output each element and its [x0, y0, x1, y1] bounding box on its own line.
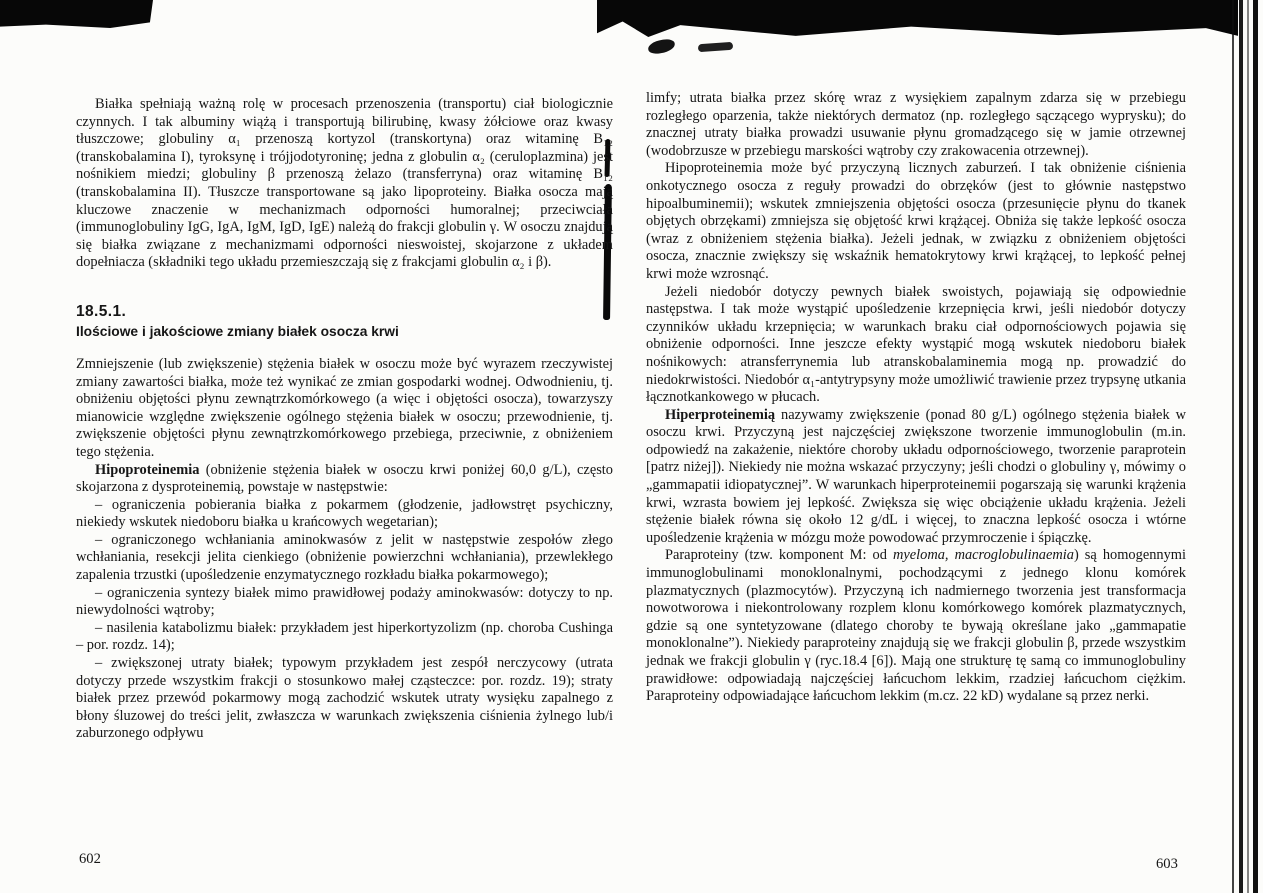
paragraph-paraproteins	[646, 547, 1186, 705]
section-title: Ilościowe i jakościowe zmiany białek osocza krwi	[76, 323, 399, 339]
list-item: – zwiększonej utraty białek; typowym przykładem jest zespół nerczycowy (utrata dotyczy przede wszystkim frakcji o stosunkowo małej cząsteczce: por. rozdz. 19); straty białek przez przewód pokarmowy mogą zachodzić wskutek utraty wysięku zapalnego z błony śluzowej do treści jelit, zwłaszcza w warunkach zwiększenia ciśnienia żylnego lub/i zaburzonego odpływu	[76, 655, 613, 742]
section-number: 18.5.1.	[76, 302, 127, 320]
scan-artifact-book-edge-streaks	[1230, 0, 1263, 893]
section-heading	[76, 303, 613, 339]
list-item: – nasilenia katabolizmu białek: przykładem jest hiperkortyzolizm (np. choroba Cushinga – por. rozdz. 14);	[76, 619, 613, 654]
paragraph-text: nazywamy zwiększenie (ponad 80 g/L) ogólnego stężenia białek w osoczu krwi. Przyczyną jest najczęściej zwiększone tworzenie immunoglobulin (m.in. odpowiedź na zakażenie, niektóre choroby układu odpornościowego, tworzenie paraprotein [patrz niżej]). Niekiedy nie można wskazać przyczyny; jeśli chodzi o globuliny γ, mówimy o „gammapatii idiopatycznej”. W warunkach hiperproteinemii pogarszają się warunki krążenia krwi, wzrasta bowiem jej lepkość. Zwiększa się więc obciążenie układu krążenia. Jeżeli stężenie białek równa się około 12 g/dL i więcej, to znaczna lepkość osocza i wtórne upośledzenie krążenia w mózgu może powodować przymroczenie i śpiączkę.	[646, 406, 1186, 546]
right-page-column	[646, 90, 1186, 706]
scan-artifact-top-right-bar	[597, 0, 1238, 37]
page-number-603: 603	[1156, 856, 1178, 872]
scan-artifact-smudge	[698, 42, 733, 52]
paragraph-text: Paraproteiny (tzw. komponent M: od	[665, 547, 893, 564]
list-item: – ograniczenia pobierania białka z pokarmem (głodzenie, jadłowstręt psychiczny, niekiedy wskutek niedoboru białka u krańcowych wegetarian);	[76, 496, 613, 531]
paragraph-hiperproteinemia	[646, 407, 1186, 548]
paragraph-transport-proteins: Białka spełniają ważną rolę w procesach przenoszenia (transportu) ciał biologicznie czynnych. I tak albuminy wiążą i transportują bilirubinę, kwasy żółciowe oraz kwasy tłuszczowe; globuliny α₁ przenoszą kortyzol (transkortyna) oraz witaminę B₁₂ (transkobalamina I), tyroksynę i trójjodotyroninę; jedna z globulin α₂ (ceruloplazmina) jest nośnikiem miedzi; globuliny β przenoszą żelazo (transferryna) oraz witaminę B₁₂ (transkobalamina II). Tłuszcze transportowane są jako lipoproteiny. Białka osocza mają kluczowe znaczenie w mechanizmach odporności humoralnej; przeciwciała (immunoglobuliny IgG, IgA, IgM, IgD, IgE) należą do frakcji globulin γ. W osoczu znajdują się białka związane z mechanizmami odporności nieswoistej, skojarzone z układem dopełniacza (składniki tego układu przemieszczają się z frakcjami globulin α₂ i β).	[76, 96, 613, 271]
latin-terms-italic: myeloma, macroglobulinaemia	[892, 547, 1074, 564]
list-item: – ograniczenia syntezy białek mimo prawidłowej podaży aminokwasów: dotyczy to np. niewydolności wątroby;	[76, 584, 613, 619]
list-item: – ograniczonego wchłaniania aminokwasów z jelit w następstwie zespołów złego wchłaniania, resekcji jelita cienkiego (obniżenie powierzchni wchłaniania), przewlekłego zapalenia trzustki (upośledzenie enzymatycznego rozkładu białka pokarmowego);	[76, 531, 613, 584]
paragraph-text: ) są homogennymi immunoglobulinami monoklonalnymi, pochodzącymi z jednego klonu komórek plazmatycznych (plazmocytów). Przyczyną ich nadmiernego tworzenia jest transformacja nowotworowa i niekontrolowany rozplem klonu komórkowego komórek plazmatycznych, gdzie są one syntetyzowane (dlatego choroby te bywają określane jako „gammapatie monoklonalne”). Niekiedy paraproteiny znajdują się we frakcji globulin β, przede wszystkim jednak we frakcji globulin γ (ryc.18.4 [6]). Mają one strukturę tę samą co immunoglobuliny prawidłowe: odpowiadają najczęściej łańcuchom lekkim, rzadziej łańcuchom ciężkim. Paraproteiny odpowiadające łańcuchom lekkim (m.cz. 22 kD) wydalane są przez nerki.	[646, 547, 1186, 705]
causes-list	[76, 497, 613, 743]
left-page-column	[76, 96, 613, 743]
paragraph-water-balance: Zmniejszenie (lub zwiększenie) stężenia białek w osoczu może być wyrazem rzeczywistej zmiany zawartości białka, może też wynikać ze zmian gospodarki wodnej. Odwodnieniu, tj. obniżeniu objętości płynu zewnątrzkomórkowego (a więc i objętości osocza), towarzyszy mianowicie względne zwiększenie ogólnego stężenia białek w osoczu; przewodnienie, tj. zwiększenie objętości płynu zewnątrzkomórkowego przebiega, przeciwnie, z obniżeniem tego stężenia.	[76, 355, 613, 460]
term-hiperproteinemia: Hiperproteinemią	[665, 406, 776, 423]
paragraph-hipoproteinemia-consequences: Hipoproteinemia może być przyczyną licznych zaburzeń. I tak obniżenie ciśnienia onkotycznego osocza z reguły prowadzi do obrzęków (jest to głównie następstwo hipoalbuminemii); wskutek zmniejszenia objętości osocza (przesunięcie płynu do tkanek objętych obrzękami) zmniejsza się objętość krwi krążącej. Obniża się także lepkość osocza (wraz z obniżeniem stężenia białka). Jeżeli jednak, w związku z obniżeniem objętości osocza, znacznie zwiększy się wskaźnik hematokrytowy krwi krążącej, to lepkość pełnej krwi może wzrosnąć.	[646, 160, 1186, 282]
scan-artifact-top-left-bar	[0, 0, 153, 28]
paragraph-protein-loss-continuation: limfy; utrata białka przez skórę wraz z wysiękiem zapalnym zdarza się w przebiegu rozległego oparzenia, także niektórych dermatoz (np. rozległego sączącego wyprysku); do znacznej utraty białka prowadzi usuwanie płynu gromadzącego się w jamie otrzewnej (wodobrzusze w przebiegu marskości wątroby czy zrakowacenia otrzewnej).	[646, 90, 1186, 159]
scan-artifact-smudge	[647, 38, 676, 55]
paragraph-text: (obniżenie stężenia białek w osoczu krwi poniżej 60,0 g/L), często skojarzona z dysproteinemią, powstaje w następstwie:	[76, 461, 613, 496]
paragraph-hipoproteinemia	[76, 462, 613, 497]
page-number-602: 602	[79, 851, 101, 867]
paragraph-specific-protein-deficits: Jeżeli niedobór dotyczy pewnych białek swoistych, pojawiają się odpowiednie następstwa. I tak może wystąpić upośledzenie krzepnięcia krwi, jeśli niedobór dotyczy czynników układu krzepnięcia; w warunkach braku ciał odpornościowych pojawia się obniżenie odporności. Inne jeszcze efekty wystąpić mogą wskutek niedoboru białek nośnikowych: atransferrynemia lub atranskobalaminemia mogą np. prowadzić do niedokrwistości. Niedobór α₁-antytrypsyny może umożliwić trawienie przez trypsynę utkania łącznotkankowego w płucach.	[646, 283, 1186, 406]
term-hipoproteinemia: Hipoproteinemia	[95, 461, 200, 478]
